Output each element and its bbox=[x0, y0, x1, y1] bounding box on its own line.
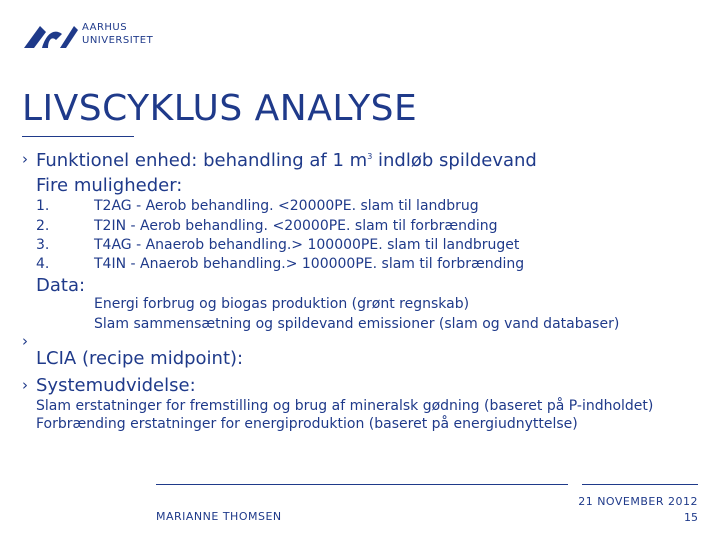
footer-author: MARIANNE THOMSEN bbox=[156, 510, 282, 523]
data-heading: Data: bbox=[36, 275, 86, 296]
slide-title: LIVSCYKLUS ANALYSE bbox=[22, 88, 418, 129]
title-underline bbox=[22, 136, 134, 137]
page-number: 15 bbox=[684, 511, 698, 524]
logo-line-2: UNIVERSITET bbox=[82, 35, 154, 46]
footer-rule-right bbox=[582, 484, 698, 485]
option-text-2: T2IN - Aerob behandling. <20000PE. slam til forbrænding bbox=[94, 218, 498, 234]
logo-text bbox=[82, 21, 153, 47]
option-text-1: T2AG - Aerob behandling. <20000PE. slam til landbrug bbox=[94, 198, 479, 214]
option-number-3: 3. bbox=[36, 237, 50, 253]
lcia-text: LCIA (recipe midpoint): bbox=[36, 348, 244, 369]
bullet-arrow-icon: › bbox=[22, 332, 28, 350]
functional-unit-label: Funktionel enhed: behandling af 1 m bbox=[36, 150, 368, 171]
functional-unit-rest: indløb spildevand bbox=[372, 150, 537, 171]
data-item-1: Energi forbrug og biogas produktion (grønt regnskab) bbox=[94, 296, 470, 312]
functional-unit-text bbox=[36, 150, 537, 171]
data-item-2: Slam sammensætning og spildevand emissioner (slam og vand databaser) bbox=[94, 316, 620, 332]
option-number-2: 2. bbox=[36, 218, 50, 234]
option-number-4: 4. bbox=[36, 256, 50, 272]
functional-unit-superscript: 3 bbox=[367, 152, 373, 161]
option-number-1: 1. bbox=[36, 198, 50, 214]
logo-line-1: AARHUS bbox=[82, 22, 128, 33]
system-expansion-heading: Systemudvidelse: bbox=[36, 375, 196, 396]
options-heading: Fire muligheder: bbox=[36, 175, 183, 196]
system-item-1: Slam erstatninger for fremstilling og brug af mineralsk gødning (baseret på P-indholdet) bbox=[36, 398, 654, 414]
bullet-arrow-icon: › bbox=[22, 376, 28, 394]
aarhus-university-logo bbox=[20, 18, 80, 52]
option-text-3: T4AG - Anaerob behandling.> 100000PE. slam til landbruget bbox=[94, 237, 520, 253]
footer-date: 21 NOVEMBER 2012 bbox=[578, 495, 698, 508]
option-text-4: T4IN - Anaerob behandling.> 100000PE. slam til forbrænding bbox=[94, 256, 525, 272]
bullet-arrow-icon: › bbox=[22, 150, 28, 168]
system-item-2: Forbrænding erstatninger for energiproduktion (baseret på energiudnyttelse) bbox=[36, 416, 578, 432]
footer-rule-left bbox=[156, 484, 568, 485]
